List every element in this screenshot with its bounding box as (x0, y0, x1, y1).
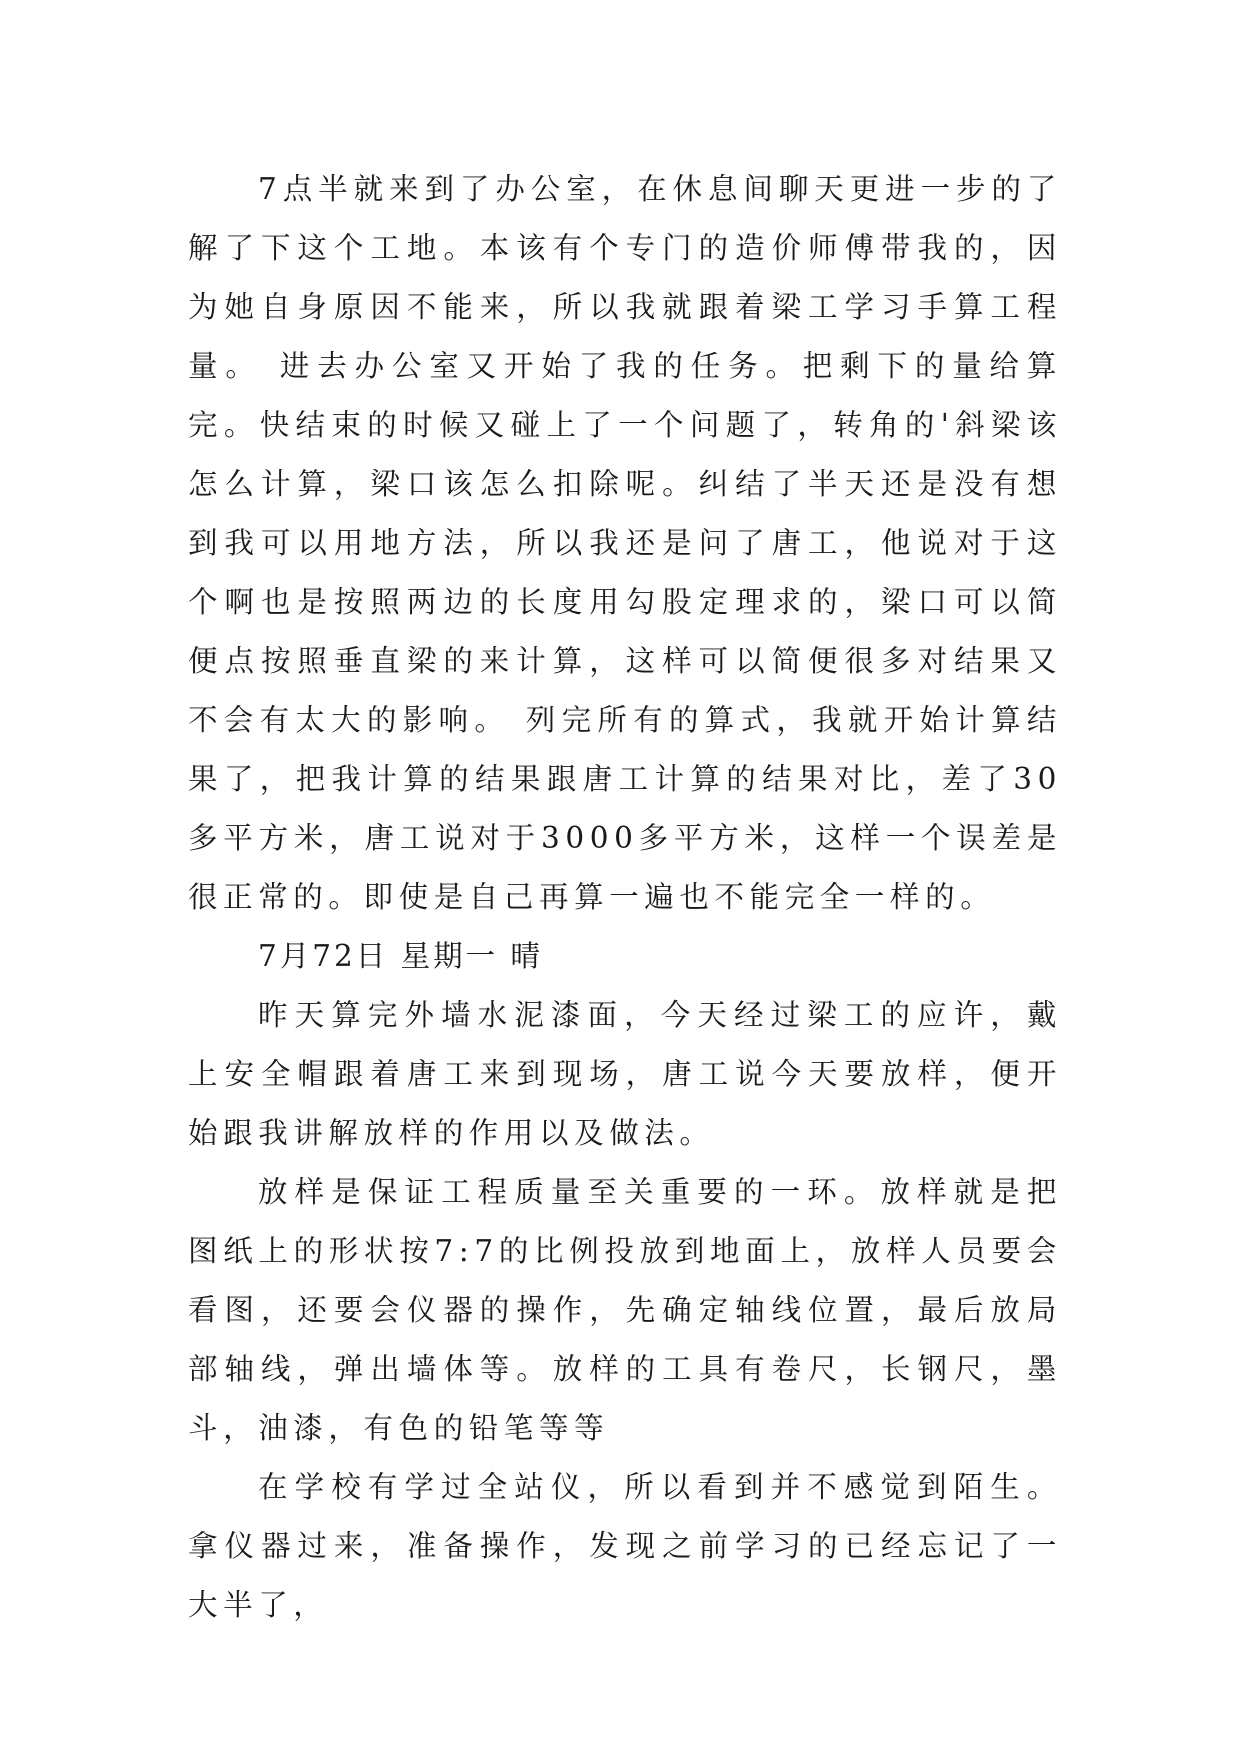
paragraph-total-station: 在学校有学过全站仪，所以看到并不感觉到陌生。拿仪器过来，准备操作，发现之前学习的已经忘记了一大半了， (188, 1470, 1062, 1622)
paragraph-workday-summary: 7点半就来到了办公室，在休息间聊天更进一步的了解了下这个工地。本该有个专门的造价师傅带我的，因为她自身原因不能来，所以我就跟着梁工学习手算工程量。 进去办公室又开始了我的任务。把剩下的量给算完。快结束的时候又碰上了一个问题了，转角的'斜梁该怎么计算，梁口该怎么扣除呢。纠结了半天还是没有想到我可以用地方法，所以我还是问了唐工，他说对于这个啊也是按照两边的长度用勾股定理求的，梁口可以简便点按照垂直梁的来计算，这样可以简便很多对结果又不会有太大的影响。 列完所有的算式，我就开始计算结果了，把我计算的结果跟唐工计算的结果对比，差了30多平方米，唐工说对于3000多平方米，这样一个误差是很正常的。即使是自己再算一遍也不能完全一样的。 (188, 172, 1062, 914)
document-body (188, 160, 1062, 1635)
date-heading: 7月72日 星期一 晴 (258, 939, 544, 973)
paragraph-layout-explanation: 放样是保证工程质量至关重要的一环。放样就是把图纸上的形状按7:7的比例投放到地面上，放样人员要会看图，还要会仪器的操作，先确定轴线位置，最后放局部轴线，弹出墙体等。放样的工具有卷尺，长钢尺，墨斗，油漆，有色的铅笔等等 (188, 1175, 1062, 1445)
paragraph-site-visit: 昨天算完外墙水泥漆面，今天经过梁工的应许，戴上安全帽跟着唐工来到现场，唐工说今天要放样，便开始跟我讲解放样的作用以及做法。 (188, 998, 1062, 1150)
